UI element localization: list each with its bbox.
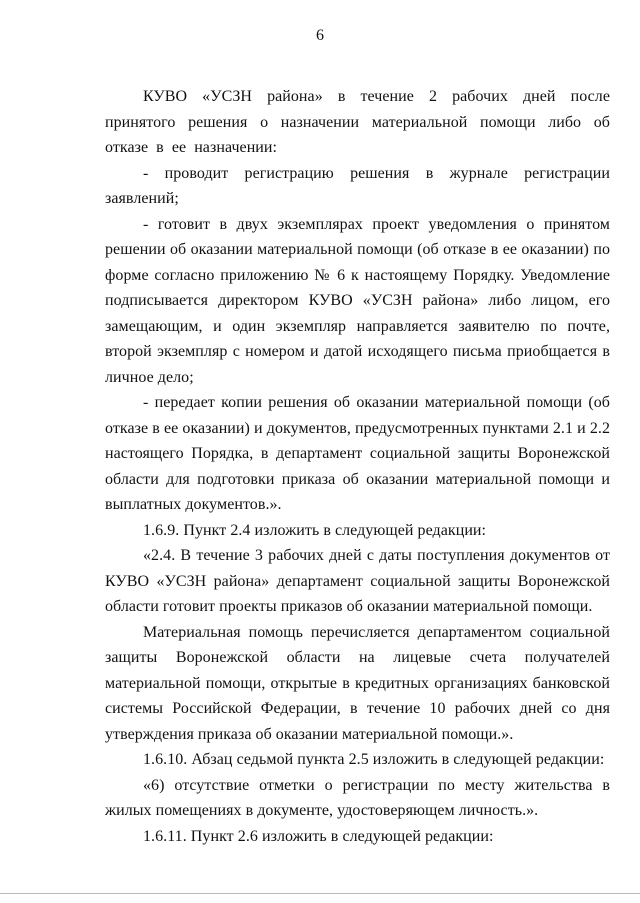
paragraph-notification: - готовит в двух экземплярах проект уведомления о принятом решении об оказании материальной помощи (об отказе в ее оказании) по форме согласно приложению № 6 к настоящему Порядку. Уведомление подписывается директором КУВО «УСЗН района» либо лицом, его замещающим, и один экземпляр направляется заявителю по почте, второй экземпляр с номером и датой исходящего письма приобщается в личное дело; xyxy=(105,215,610,386)
paragraph-item-1-6-10: 1.6.10. Абзац седьмой пункта 2.5 изложить в следующей редакции: xyxy=(143,751,605,768)
paragraph-intro: КУВО «УСЗН района» в течение 2 рабочих дней после принятого решения о назначении материальной помощи либо об отказе в ее назначении: xyxy=(105,88,610,156)
paragraph-item-1-6-11: 1.6.11. Пункт 2.6 изложить в следующей редакции: xyxy=(143,827,494,845)
paragraph-registration: - проводит регистрацию решения в журнале регистрации заявлений; xyxy=(105,164,610,207)
page-bottom-edge xyxy=(0,893,640,894)
paragraph-transfer-copies: - передает копии решения об оказании материальной помощи (об отказе в ее оказании) и документов, предусмотренных пунктами 2.1 и 2.2 настоящего Порядка, в департамент социальной защиты Воронежской области для подготовки приказа об оказании материальной помощи и выплатных документов.». xyxy=(105,394,610,513)
paragraph-payment-transfer: Материальная помощь перечисляется департаментом социальной защиты Воронежской области на лицевые счета получателей материальной помощи, открытые в кредитных организациях банковской системы Российской Федерации, в течение 10 рабочих дней со дня утверждения приказа об оказании материальной помощи.». xyxy=(105,623,610,743)
paragraph-item-1-6-9: 1.6.9. Пункт 2.4 изложить в следующей редакции: xyxy=(143,521,487,539)
document-body xyxy=(105,84,610,849)
paragraph-clause-6: «6) отсутствие отметки о регистрации по месту жительства в жилых помещениях в документе, удостоверяющем личность.». xyxy=(105,776,610,819)
page-number: 6 xyxy=(316,27,324,44)
paragraph-clause-2-4: «2.4. В течение 3 рабочих дней с даты поступления документов от КУВО «УСЗН района» департамент социальной защиты Воронежской области готовит проекты приказов об оказании материальной помощи. xyxy=(105,547,610,615)
